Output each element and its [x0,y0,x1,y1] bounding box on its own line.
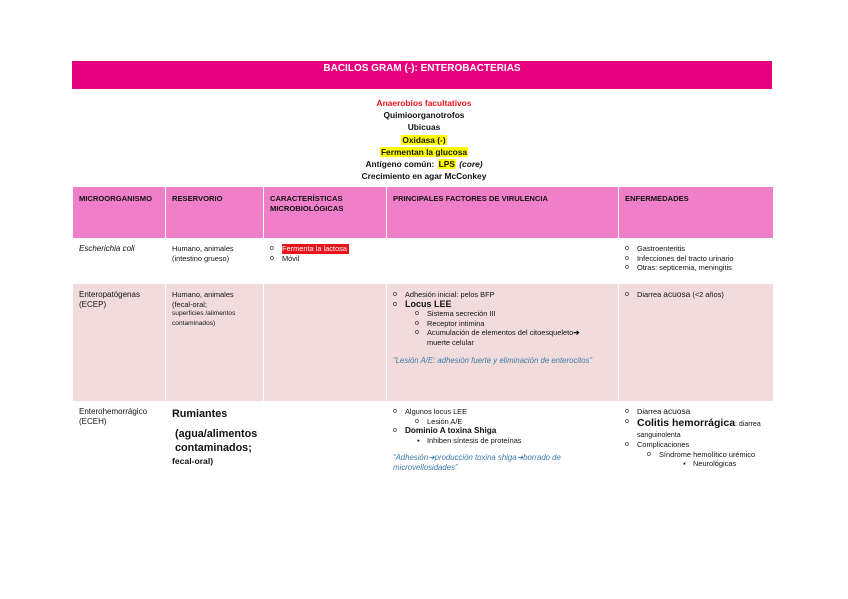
eceh-name: Enterohemorrágico (ECEH) [73,401,166,501]
ecep-f2: Locus LEE [405,298,452,309]
ecep-f2a: Sistema secreción III [427,309,496,319]
page-title: BACILOS GRAM (-): ENTEROBACTERIAS [323,63,521,74]
prop-antigeno-prefix: Antígeno común: [365,159,437,170]
prop-ubicuas: Ubicuas [407,122,441,133]
ecep-name: Enteropatógenas (ECEP) [73,284,166,401]
ecoli-car-movil: Móvil [282,253,300,263]
title-banner [72,61,772,89]
arrow-icon: ➔ [573,328,580,338]
eceh-quote [393,453,612,473]
ecep-enf-b: acuosa [663,289,691,299]
ecoli-name: Escherichia coli [79,244,135,253]
eceh-res-1: Rumiantes [172,408,228,420]
ecep-f1: Adhesión inicial: pelos BFP [405,290,495,299]
prop-antigeno-lps: LPS [438,159,455,170]
ecep-f2c: Acumulación de elementos del citoesqueleto [427,328,574,338]
arrow-icon: ➔ [428,453,435,463]
ecep-enf-c: (<2 años) [690,290,724,299]
arrow-icon: ➔ [516,453,524,463]
eceh-res-2: (agua/alimentos contaminados; [175,428,258,454]
prop-anaerobios: Anaerobios facultativos [376,98,472,108]
eceh-enf-1b: acuosa [663,406,691,416]
prop-antigeno-core: (core) [459,159,483,170]
table-header-row [73,187,773,238]
header-factores: PRINCIPALES FACTORES DE VIRULENCIA [387,187,619,238]
ecep-res-2: (fecal-oral; [172,299,207,309]
eceh-f2a: Inhiben síntesis de proteínas [427,435,522,445]
header-caracteristicas: CARACTERÍSTICAS MICROBIOLÓGICAS [264,187,387,238]
ecoli-enf-3: Otras: septicemia, meningitis [637,263,732,273]
ecep-f2d: muerte celular [427,337,474,347]
ecep-f2b: Receptor intimina [427,318,485,328]
eceh-res-3: fecal-oral) [172,456,214,466]
eceh-quote-c: borrado de microvellosidades” [393,453,561,473]
eceh-enf-1a: Diarrea [637,407,664,416]
ecep-enf-a: Diarrea [637,290,664,299]
prop-oxidasa: Oxidasa (-) [402,134,446,145]
eceh-f1: Algunos locus LEE [405,407,468,416]
eceh-quote-b: producción toxina shiga [434,453,517,463]
ecoli-reservorio: Humano, animales (intestino grueso) [166,238,264,284]
header-reservorio: RESERVORIO [166,187,264,238]
eceh-enf-2b: : diarrea sanguinolenta [637,420,761,439]
header-microorganismo: MICROORGANISMO [73,187,166,238]
eceh-f2: Dominio A toxina Shiga [405,426,497,436]
eceh-quote-a: “Adhesión [393,453,429,463]
ecoli-car-lactosa: Fermenta la lactosa [282,244,347,253]
ecep-quote: “Lesión A/E: adhesión fuerte y eliminación de enterocitos” [393,355,593,365]
ecep-res-1: Humano, animales [172,290,234,299]
general-properties [0,97,848,182]
eceh-enf-3b: Neurológicas [693,459,737,469]
eceh-f1a: Lesión A/E [427,416,463,426]
eceh-enf-2a: Colitis hemorrágica [637,416,736,429]
eceh-enf-3: Complicaciones [637,440,690,450]
table-row-ecoli [73,238,773,284]
table-row-eceh [73,401,773,501]
eceh-enf-3a: Síndrome hemolítico urémico [659,449,756,459]
ecoli-enf-2: Infecciones del tracto urinario [637,253,734,263]
table-row-ecep [73,284,773,401]
prop-fermentan: Fermentan la glucosa [380,146,468,157]
ecoli-enf-1: Gastroenteritis [637,244,686,253]
enterobacteria-table [72,187,773,501]
prop-crecimiento: Crecimiento en agar McConkey [361,171,487,182]
prop-quimio: Quimioorganotrofos [383,110,465,121]
ecep-res-3: superficies /alimentos contaminados) [172,310,236,327]
header-enfermedades: ENFERMEDADES [619,187,773,238]
